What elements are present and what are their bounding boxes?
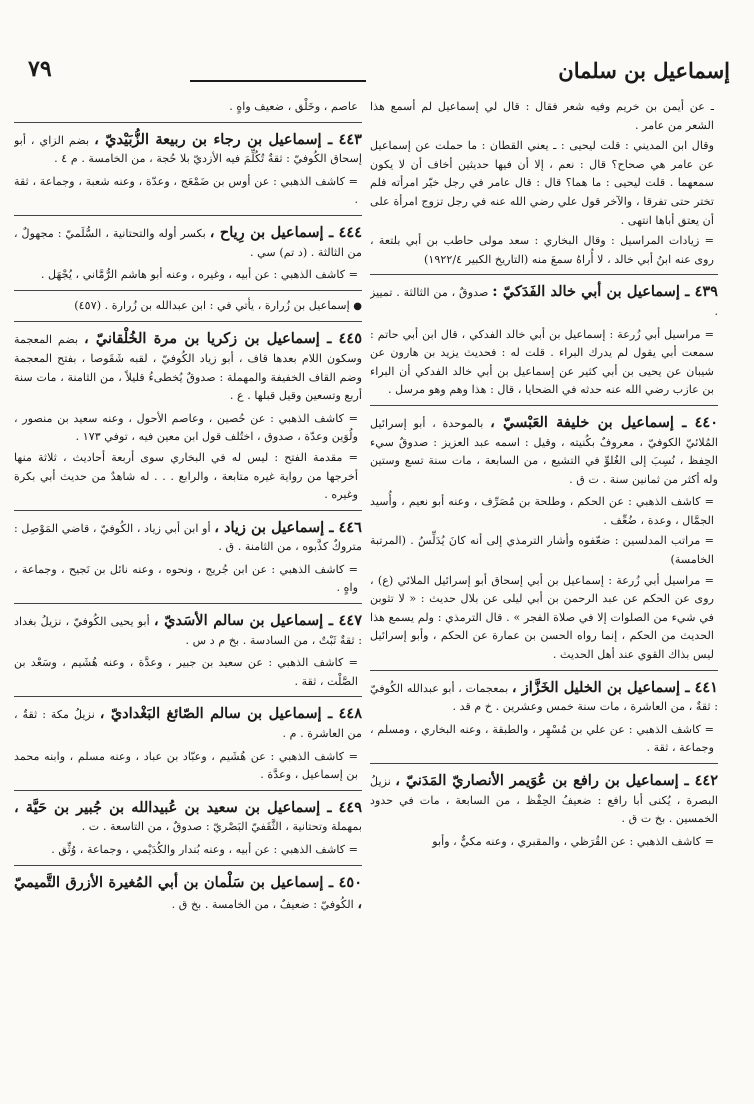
text: = مقدمة الفتح : ليس له في البخاري سوى أربعة أحاديث ، ثلاثة منها أخرجها من رواية غيره متابعة ، والرابع . . . له شاهدٌ من حديث أبي بكرة وغيره . [14, 450, 358, 502]
entry-heading: ٤٤٠ ـ إسماعيل بن خليفة العَبْسيّ ، [490, 413, 718, 431]
divider [14, 215, 362, 216]
entry-449 [14, 797, 362, 837]
entry-heading: ٤٥٠ ـ إسماعيل بن سَلْمان بن أبي المُغيرة الأزرق التَّميميّ ، [14, 873, 362, 913]
divider [14, 321, 362, 322]
entry-body: أو ابن أبي زياد ، الكُوفيّ ، قاضي المَوْصِل : متروكٌ كذَّبوه ، من الثامنة . ق . [14, 521, 362, 554]
entry-body: بضم المعجمة وسكون اللام بعدها قاف ، أبو زياد الكُوفيّ ، لقبه شَقَوصا ، بفتح المعجمة وضم القاف الخفيفة والمهملة : صدوقٌ يُخطىءُ قليلاً ، من الثامنة ، مات سنة أربع وتسعين وقيل قبلها . ع . [14, 333, 362, 403]
entry-body: أبو يحيى الكُوفيّ ، نزيلُ بغداد : ثقةٌ ثَبْتٌ ، من السادسة . بخ م د س . [14, 615, 362, 647]
entry-note [14, 841, 362, 860]
entry-heading: ٤٤٩ ـ إسماعيل بن سعيد بن عُبيدالله بن جُبير بن حَيَّة ، [14, 798, 362, 816]
divider [14, 865, 362, 866]
entry-note [14, 266, 362, 285]
divider [14, 603, 362, 604]
entry-body: بضم الزاي ، أبو إسحاق الكُوفيّ : ثقةٌ تُكُلِّمَ فيه الأزديّ بلا حُجة ، من الخامسة . م ٤ . [14, 133, 362, 166]
continuation-note [14, 98, 362, 117]
divider [14, 510, 362, 511]
divider [14, 696, 362, 697]
entry-440 [370, 412, 718, 489]
text: = كاشف الذهبي : عن أبيه ، وعنه بُندار والكُدَيْمي ، وجماعة ، وُثِّق . [51, 843, 358, 856]
entry-439 [370, 281, 718, 321]
entry-443 [14, 129, 362, 169]
divider [14, 122, 362, 123]
text: ـ عن أيمن بن خريم وفيه شعر فقال : قال لي إسماعيل لم أسمع هذا الشعر من عامر . [370, 100, 714, 132]
continuation-note-1 [370, 98, 718, 135]
entry-heading: ٤٤٥ ـ إسماعيل بن زكريا بن مرة الخُلْقانيّ ، [83, 330, 362, 348]
divider [370, 763, 718, 764]
continuation-note-2 [370, 137, 718, 230]
entry-note [14, 561, 362, 598]
cross-reference-text: إسماعيل بن زُرارة ، يأتي في : ابن عبدالله بن زُرارة . (٤٥٧) [74, 298, 350, 312]
entry-body: الكُوفيّ : ضعيفٌ ، من الخامسة . بخ ق . [171, 898, 354, 912]
entry-body: بمعجمات ، أبو عبدالله الكُوفيّ : ثقةٌ ، من العاشرة ، مات سنة خمس وعشرين . خ م قد . [370, 681, 718, 714]
text: = كاشف الذهبي : عن القُرَظي ، والمقبري ، وعنه مكيٌّ ، وأبو [432, 834, 714, 848]
entry-body: بمهملة وتحتانية ، الثَّقَفيّ البَصْريّ : صدوقٌ ، من التاسعة . ت . [81, 820, 362, 834]
text: = مراتب المدلسين : ضعّفوه وأشار الترمذي إلى أنه كانَ يُدَلِّسُ . (المرتبة الخامسة) [370, 534, 714, 567]
left-column [14, 98, 362, 1094]
entry-note [14, 748, 362, 785]
entry-448 [14, 703, 362, 743]
entry-442 [370, 770, 718, 829]
entry-heading: ٤٤٦ ـ إسماعيل بن زياد ، [214, 518, 362, 536]
entry-note [370, 493, 718, 530]
divider [14, 790, 362, 791]
bullet-icon: ● [353, 300, 362, 312]
divider [370, 670, 718, 671]
divider [14, 290, 362, 291]
text: = كاشف الذهبي : عن هُشَيم ، وعبّاد بن عباد ، وعنه مسلم ، وابنه محمد بن إسماعيل ، وعدَّة . [14, 749, 358, 782]
entry-note [14, 410, 362, 447]
entry-body: بكسر أوله والتحتانية ، السُّلَميّ : مجهولٌ ، من الثالثة . (د تم) سي . [14, 226, 362, 259]
divider [370, 405, 718, 406]
text: = كاشف الذهبي : عن سعيد بن جبير ، وعدَّة ، وعنه هُشَيم ، وسَعْد بن الصَّلْت ، ثقة . [14, 656, 358, 688]
entry-note [370, 833, 718, 852]
divider [370, 274, 718, 275]
entry-heading: ٤٤٢ ـ إسماعيل بن رافع بن عُوَيمر الأنصاريّ المَدَنيّ ، [395, 772, 718, 789]
entry-heading: ٤٤١ ـ إسماعيل بن الخليل الخَزَّاز ، [511, 678, 718, 696]
text: = كاشف الذهبي : عن حُصين ، وعاصم الأحول ، وعنه سعيد بن منصور ، ولُوَين وعدّة ، صدوق ، اختُلف قول ابن معين فيه ، توفي ١٧٣ . [14, 411, 358, 444]
text: = زيادات المراسيل : وقال البخاري : سعد مولى حاطب بن أبي بلتعة ، روى عنه ابنُ أبي خالد ، لا أُراهُ سمعَ منه (التاريخ الكبير ١٩٢٢/٤) [370, 234, 714, 266]
entry-note [14, 654, 362, 691]
entry-heading: ٤٤٨ ـ إسماعيل بن سالم الصّائغ البَغْداديّ ، [99, 705, 362, 723]
text: = كاشف الذهبي : عن أبيه ، وغيره ، وعنه أبو هاشم الرُّمَّاني ، يُجْهَل . [40, 268, 358, 282]
entry-body: بالموحدة ، أبو إسرائيل المُلائيّ الكوفيّ ، معروفٌ بكُنيته ، وقيل : اسمه عبد العزيز : صدوقٌ سيء الحِفظ ، نُسِبَ إلى الغُلوِّ في التشيع ، من السابعة ، مات سنة تسع وستين وله أكثر من ثمانين سنة . ت ق . [370, 416, 718, 486]
text: = كاشف الذهبي : عن علي بن مُسْهِر ، والطبقة ، وعنه البخاري ، ومسلم ، وجماعة ، ثقة . [370, 722, 714, 755]
entry-body: نزيلُ البصرة ، يُكنى أبا رافع : ضعيفُ الحِفْظ ، من السابعة ، مات في حدود الخمسين . بخ ت ق . [370, 775, 718, 826]
entry-note [370, 572, 718, 665]
entry-heading: ٤٤٤ ـ إسماعيل بن رِياح ، [209, 223, 362, 241]
entry-body: صدوقٌ ، من الثالثة . تمييز . [370, 286, 718, 318]
entry-body: نزيلُ مكة : ثقةٌ ، من العاشرة . م . [14, 708, 362, 741]
text: = كاشف الذهبي : عن الحكم ، وطلحة بن مُصَرِّف ، وعنه أبو نعيم ، وأُسيد الجمَّال ، وعدة ، ضُعِّف . [370, 495, 714, 527]
entry-note [14, 173, 362, 210]
text: = كاشف الذهبي : عن أوس بن ضَمْعَج ، وعدّة ، وعنه شعبة ، وجماعة ، ثقة . [14, 174, 358, 207]
entry-450 [14, 872, 362, 915]
text: عاصم ، وخَلْق ، ضعيف واهٍ . [229, 100, 358, 113]
entry-heading: ٤٤٣ ـ إسماعيل بن رجاء بن ربيعة الزُّبَيْديّ ، [94, 130, 362, 148]
entry-note [370, 326, 718, 400]
entry-note [14, 449, 362, 505]
right-column [370, 98, 718, 1094]
entry-note [370, 532, 718, 569]
page-title: إسماعيل بن سلمان [558, 58, 730, 83]
entry-446 [14, 517, 362, 557]
entry-heading: ٤٣٩ ـ إسماعيل بن أبي خالد الفَدَكيّ : [492, 283, 718, 301]
entry-441 [370, 677, 718, 717]
text: = مراسيل أبي زُرعة : إسماعيل بن أبي خالد الفدكي ، قال ابن أبي حاتم : سمعت أبي يقول لم يدرك البراء . قلت له : فحديث يزيد بن هارون عن شيبان عن يحيى بن أبي كثير عن إسماعيل بن أبي خالد الفدكي أن البراء بن عازب رضي الله عنه حدثه في الضحايا ، قال : هذا وهم وهو مرسل . [370, 327, 714, 397]
page-number: ٧٩ [28, 56, 52, 82]
text: = كاشف الذهبي : عن ابن جُريج ، ونحوه ، وعنه نائل بن نَجيح ، وجماعة ، واهٍ . [14, 562, 358, 595]
cross-reference [14, 297, 362, 317]
continuation-note-3 [370, 232, 718, 269]
entry-444 [14, 222, 362, 262]
entry-447 [14, 610, 362, 650]
text: = مراسيل أبي زُرعة : إسماعيل بن أبي إسحاق أبو إسرائيل الملائي (ع) ، روى عن الحكم عن عبد الرحمن بن أبي ليلى عن بلال حديث : « لا تثوبن في شيء من الصلوات إلا في صلاة الفجر » . قال الترمذي : ولم يسمع هذا الحديث من الحكم ، إنما رواه الحسن بن عمارة عن الحكم ، وأبو إسرائيل ليس بذاك القوي عند أهل الحديث . [370, 573, 714, 662]
entry-445 [14, 328, 362, 405]
text: وقال ابن المديني : قلت ليحيى : ـ يعني القطان : ما حملت عن إسماعيل عن عامر هي صحاح؟ قال : نعم ، إلا أن فيها حديثين أخاف أن لا يكون سمعهما . قلت ليحيى : ما هما؟ قال : قال عامر في رجل خيّر امرأته فلم تختر حتى تفرقا ، والآخر قول علي رضي الله عنه في رجل تزوج امرأة على أن يعتق أباها انتهى . [370, 139, 714, 227]
entry-note [370, 721, 718, 758]
entry-heading: ٤٤٧ ـ إسماعيل بن سالم الأسَديّ ، [153, 612, 362, 630]
